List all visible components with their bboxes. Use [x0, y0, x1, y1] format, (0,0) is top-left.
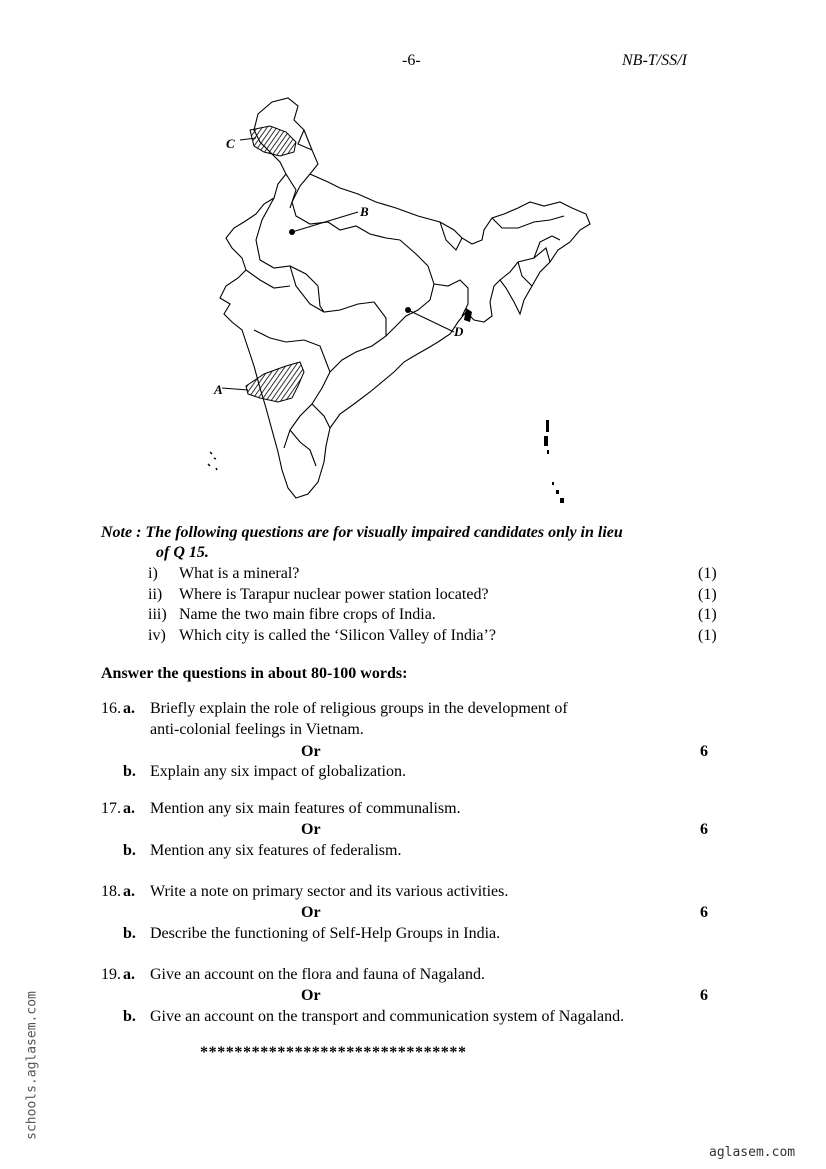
note-item-num: ii) [148, 586, 163, 603]
note-item-text: Which city is called the ‘Silicon Valley of India’? [179, 627, 496, 644]
note-item-text: Name the two main fibre crops of India. [179, 606, 436, 623]
note-item-num: iii) [148, 606, 167, 623]
region-c [250, 126, 296, 156]
map-label-b: B [360, 204, 369, 219]
option-b-label: b. [123, 925, 136, 942]
option-b-label: b. [123, 763, 136, 780]
end-marker: ******************************* [200, 1044, 467, 1061]
question-a-text: Briefly explain the role of religious groups in the development of [150, 700, 568, 717]
map-label-a: A [214, 382, 223, 397]
question-number: 17. [101, 800, 121, 817]
question-marks: 6 [700, 987, 708, 1004]
or-separator: Or [301, 987, 321, 1004]
note-item-marks: (1) [698, 606, 717, 623]
option-a-label: a. [123, 966, 135, 983]
question-marks: 6 [700, 904, 708, 921]
india-boundary [220, 98, 590, 498]
question-a-text: Write a note on primary sector and its various activities. [150, 883, 509, 900]
option-b-label: b. [123, 1008, 136, 1025]
map-label-c: C [226, 136, 235, 151]
option-a-label: a. [123, 800, 135, 817]
question-number: 19. [101, 966, 121, 983]
question-a-text: Mention any six main features of communalism. [150, 800, 461, 817]
or-separator: Or [301, 821, 321, 838]
or-separator: Or [301, 904, 321, 921]
question-number: 18. [101, 883, 121, 900]
question-a-text: Give an account on the flora and fauna of Nagaland. [150, 966, 485, 983]
note-line-2: of Q 15. [156, 544, 209, 561]
question-a-text-cont: anti-colonial feelings in Vietnam. [150, 721, 364, 738]
option-b-label: b. [123, 842, 136, 859]
note-item-text: Where is Tarapur nuclear power station located? [179, 586, 489, 603]
section-heading: Answer the questions in about 80-100 words: [101, 665, 408, 682]
note-item-marks: (1) [698, 586, 717, 603]
question-number: 16. [101, 700, 121, 717]
india-outline-map [200, 90, 600, 510]
note-item-marks: (1) [698, 565, 717, 582]
question-b-text: Give an account on the transport and communication system of Nagaland. [150, 1008, 625, 1025]
note-item-marks: (1) [698, 627, 717, 644]
question-b-text: Explain any six impact of globalization. [150, 763, 406, 780]
bottom-watermark: aglasem.com [709, 1145, 796, 1160]
option-a-label: a. [123, 700, 135, 717]
paper-code: NB-T/SS/I [622, 52, 687, 69]
side-watermark: schools.aglasem.com [24, 991, 40, 1140]
note-item-num: iv) [148, 627, 166, 644]
page-number: -6- [402, 52, 421, 69]
note-item-text: What is a mineral? [179, 565, 300, 582]
question-b-text: Describe the functioning of Self-Help Groups in India. [150, 925, 501, 942]
or-separator: Or [301, 743, 321, 760]
andaman-nicobar-islands [544, 420, 564, 503]
question-b-text: Mention any six features of federalism. [150, 842, 402, 859]
option-a-label: a. [123, 883, 135, 900]
question-marks: 6 [700, 743, 708, 760]
question-marks: 6 [700, 821, 708, 838]
note-line-1: Note : The following questions are for visually impaired candidates only in lieu [101, 524, 623, 541]
map-label-d: D [454, 324, 464, 339]
note-item-num: i) [148, 565, 158, 582]
